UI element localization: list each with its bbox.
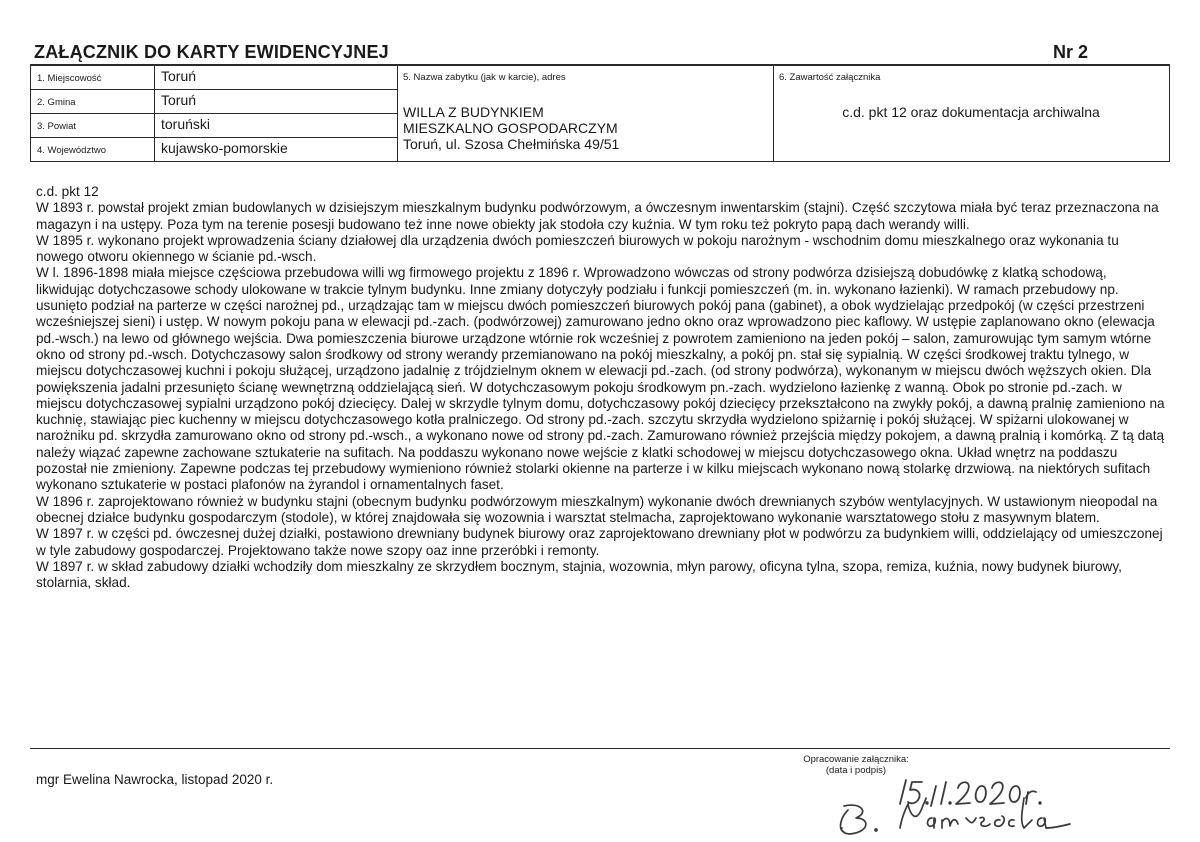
- signature-mark: [841, 798, 1070, 834]
- body-paragraph: c.d. pkt 12: [36, 184, 99, 199]
- body-paragraph: W 1896 r. zaprojektowano również w budynku stajni (obecnym budynku podwórzowym mieszkalnym) wykonanie dwóch drewnianych szybów wentylacyjnych. W ustawionym nieopodal na obecnej działce budynku gospodarczym (stodole), w której znajdowała się wozownia i warsztat stelmacha, zaprojektowano wykonanie warsztatowego stołu z masywnym blatem.: [36, 493, 1158, 525]
- body-paragraph: W 1897 r. w części pd. ówczesnej dużej działki, postawiono drewniany budynek biurowy oraz zaprojektowano drewniany płot w podwórzu za budynkiem willi, oddzielający od umieszczonej w tyle zabudowy gospodarczej. Projektowano także nowe szopy oaz inne przeróbki i remonty.: [36, 526, 1163, 558]
- monument-line: MIESZKALNO GOSPODARCZYM: [403, 120, 618, 136]
- field-value: Toruń: [161, 68, 197, 84]
- field-row-commune: [31, 90, 397, 114]
- monument-address: Toruń, ul. Szosa Chełmińska 49/51: [403, 136, 620, 152]
- handwritten-signature: [830, 768, 1090, 838]
- body-paragraph: W 1897 r. w skład zabudowy działki wchodziły dom mieszkalny ze skrzydłem bocznym, stajnia, wozownia, młyn parowy, oficyna tylna, szopa, remiza, kuźnia, nowy budynek biurowy, stolarnia, skład.: [36, 558, 1122, 591]
- field-value: kujawsko-pomorskie: [161, 140, 288, 156]
- body-paragraph: W 1893 r. powstał projekt zmian budowlanych w dzisiejszym mieszkalnym budynku podwórzowym, a ówczesnym inwentarskim (stajni). Część szczytowa miała być teraz przeznaczona na magazyn i na ustępy. Poza tym na terenie posesji budowano też inne nowe obiekty jak stodoła czy kuźnia. W tym roku też pokryto papą dach werandy willi.: [36, 200, 1159, 232]
- attachment-cell: [773, 66, 1169, 161]
- monument-line: WILLA Z BUDYNKIEM: [403, 104, 544, 120]
- field-value: Toruń: [161, 92, 197, 108]
- document-title: ZAŁĄCZNIK DO KARTY EWIDENCYJNEJ: [34, 42, 389, 62]
- field-row-town: [31, 66, 397, 90]
- monument-name: [403, 104, 619, 152]
- author-line: mgr Ewelina Nawrocka, listopad 2020 r.: [36, 772, 274, 787]
- monument-label: 5. Nazwa zabytku (jak w karcie), adres: [403, 72, 566, 83]
- monument-cell: [397, 66, 774, 161]
- attachment-number: Nr 2: [1052, 42, 1088, 62]
- body-text: [36, 184, 1166, 591]
- field-label: 4. Województwo: [31, 138, 155, 162]
- bottom-rule: [30, 748, 1170, 749]
- field-label: 1. Miejscowość: [31, 66, 155, 89]
- attachment-label: 6. Zawartość załącznika: [779, 72, 881, 83]
- field-value: toruński: [161, 116, 211, 132]
- field-row-county: [31, 114, 397, 138]
- date-sign-label: (data i podpis): [825, 765, 887, 776]
- info-grid: [30, 66, 1170, 162]
- location-fields: [31, 66, 398, 161]
- body-paragraph: W 1895 r. wykonano projekt wprowadzenia ściany działowej dla urządzenia dwóch pomieszczeń biurowych w pokoju narożnym - wschodnim domu mieszkalnego oraz wykonania tu nowego otworu okiennego w ścianie pd.-wsch.: [36, 232, 1119, 265]
- attachment-content: c.d. pkt 12 oraz dokumentacja archiwalna: [842, 104, 1100, 120]
- field-label: 3. Powiat: [31, 114, 155, 137]
- field-label: 2. Gmina: [31, 90, 155, 113]
- body-paragraph: W l. 1896-1898 miała miejsce częściowa przebudowa willi wg firmowego projektu z 1896 r. Wprowadzono wówczas od strony podwórza dzisiejszą dobudówkę z klatką schodową, likwidując dotychczasowe schody ulokowane w trakcie tylnym budynku. Inne zmiany dotyczyły podziału i funkcji pomieszczeń (m. in. wykonano łazienki). W ramach przebudowy np. usunięto podział na parterze w części narożnej pd., urządzając tam w miejscu dwóch pomieszczeń biurowych pokój pana (gabinet), a obok wydzielając przedpokój (w części przestrzeni wcześniejszej sieni) i ustęp. W nowym pokoju pana w elewacji pd.-zach. (podwórzowej) zamurowano jedno okno oraz wprowadzono piec kaflowy. W ustępie zaplanowano okno (elewacja pd.-wsch.) na lewo od głównego wejścia. Dwa pomieszczenia biurowe urządzone wtórnie rok wcześniej z powrotem zamieniono na jeden pokój – salon, zamurowując tym samym wtórne okno od strony pd.-wsch. Dotychczasowy salon środkowy od strony werandy przemianowano na pokój mieszkalny, a pokój pn. stał się sypialnią. W części środkowej traktu tylnego, w miejscu dotychczasowej kuchni i pokoju służącej, urządzono jadalnię z trójdzielnym oknem w elewacji pd.-zach. (od strony podwórza), wykonanym w miejscu dwóch węższych okien. Dla powiększenia jadalni przesunięto ścianę wewnętrzną oddzielającą sień. W dotychczasowym pokoju środkowym pn.-zach. wydzielono łazienkę z wanną. Obok po stronie pd.-zach. w miejscu dotychczasowej sypialni urządzono pokój dziecięcy. Dalej w skrzydle tylnym domu, dotychczasowy pokój dziecięcy przekształcono na zwykły pokój, a dawną pralnię zamieniono na kuchnię, stawiając piec kuchenny w miejscu dotychczasowego kotła pralniczego. Od strony pd.-zach. szczytu skrzydła wydzielono spiżarnię i pokój służącej. W spiżarni ulokowanej w narożniku pd. skrzydła zamurowano okno od strony pd.-wsch., a wykonano nowe od strony pd.-zach. Zamurowano również przejścia między pokojem, a dawną pralnią i komórką. Z tą datą należy wiązać zapewne zachowane sztukaterie na sufitach. Na poddaszu wykonano nowe wejście z klatki schodowej w miejscu dotychczasowego okna. Układ wnętrz na poddaszu pozostał nie zmieniony. Zapewne podczas tej przebudowy wymieniono również stolarki okienne na parterze i w kilku miejscach wykonano nową stolarkę drzwiową. na niektórych sufitach wykonano sztukaterie w postaci plafonów na żyrandol i ornamentalnych faset.: [36, 265, 1165, 493]
- field-row-voivodeship: [31, 138, 397, 162]
- handwritten-date: [900, 780, 1041, 806]
- prepared-label: Opracowanie załącznika:: [803, 754, 909, 765]
